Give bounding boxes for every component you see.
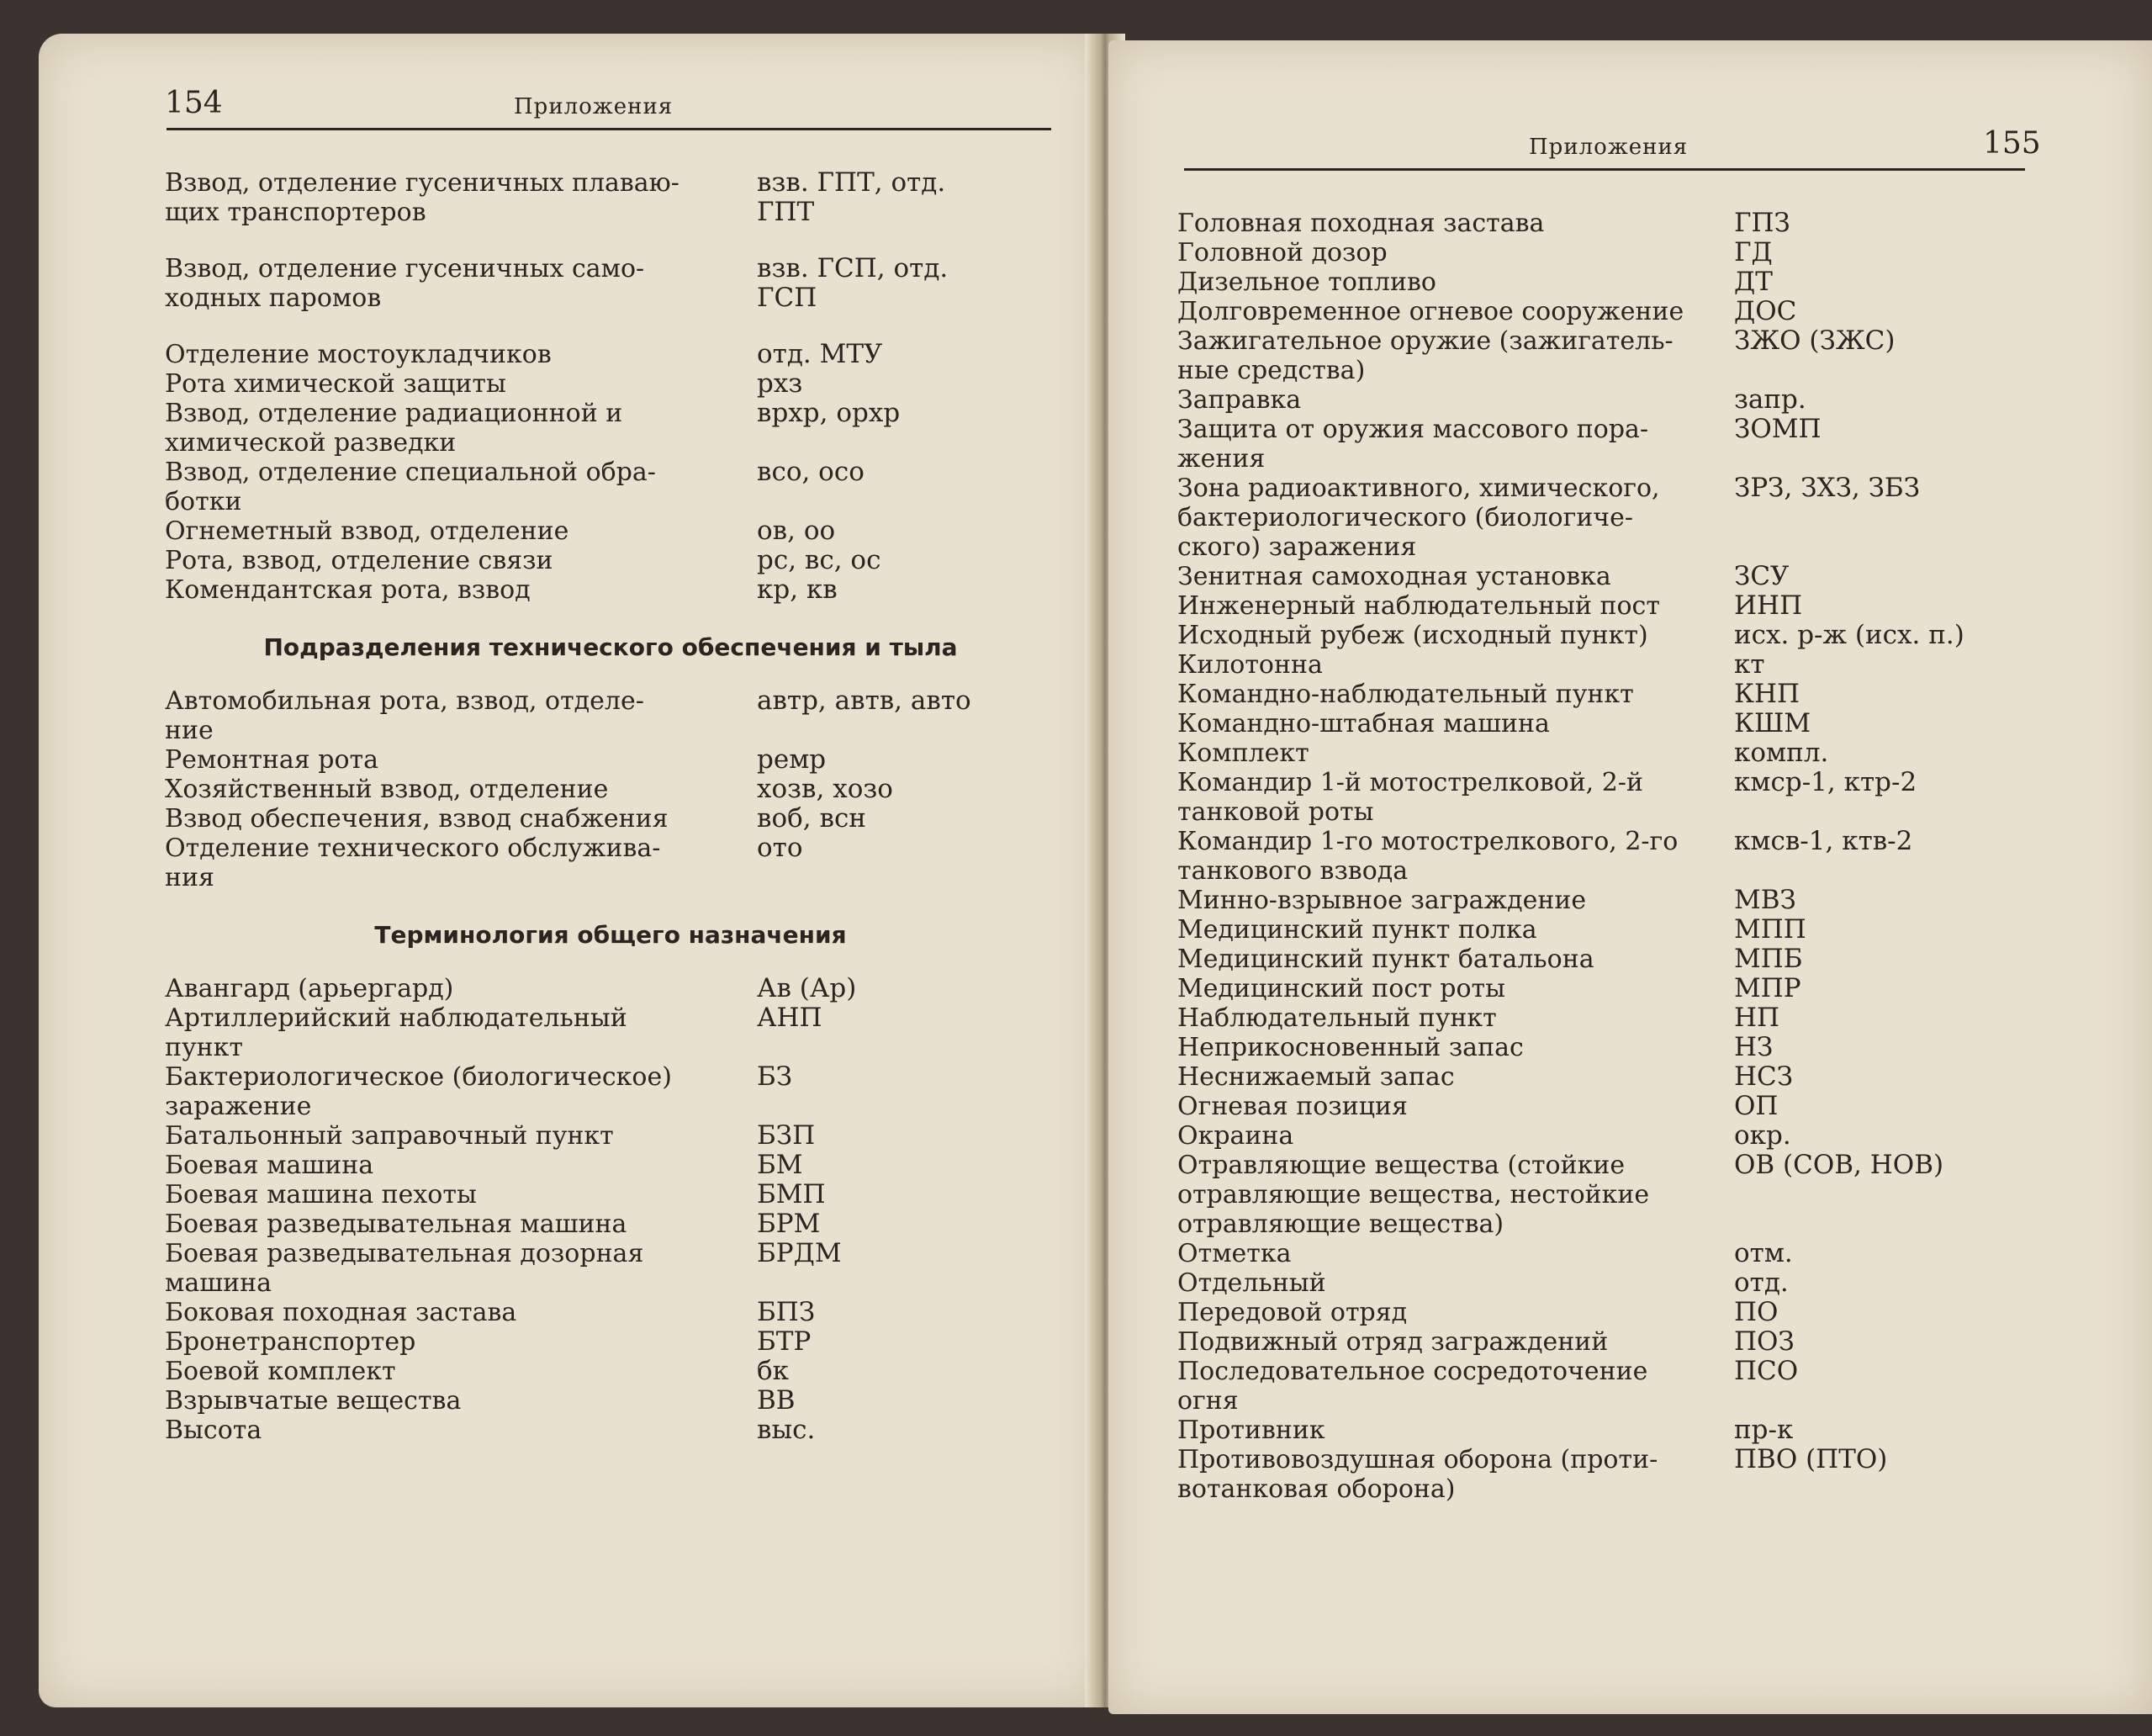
entry-abbreviation: всо, осо — [757, 457, 865, 487]
entry-term: Наблюдательный пункт — [1177, 1003, 1497, 1033]
entry-abbreviation: ПОЗ — [1734, 1326, 1795, 1357]
list-item — [1177, 886, 2060, 915]
entry-abbreviation: пр-к — [1734, 1415, 1794, 1445]
list-item — [1177, 238, 2060, 267]
page-number: 155 — [1983, 126, 2041, 161]
entry-term: Боевая разведывательная машина — [165, 1209, 627, 1239]
list-item — [165, 1151, 1056, 1180]
list-item — [1177, 267, 2060, 297]
entry-abbreviation: МПБ — [1734, 944, 1803, 974]
entry-term: Боевая машина — [165, 1151, 374, 1180]
list-item — [165, 399, 1056, 458]
entry-term: Рота химической защиты — [165, 369, 506, 399]
entry-term: Неснижаемый запас — [1177, 1062, 1455, 1092]
entry-term: Батальонный заправочный пункт — [165, 1121, 614, 1151]
list-item — [165, 1298, 1056, 1327]
list-item — [1177, 915, 2060, 945]
left-entries — [165, 168, 1056, 1445]
list-item — [165, 1003, 1056, 1062]
entry-abbreviation: ПО — [1734, 1297, 1779, 1327]
list-item — [165, 1062, 1056, 1121]
entry-abbreviation: БМ — [757, 1150, 803, 1180]
entry-term: Инженерный наблюдательный пост — [1177, 591, 1660, 621]
entry-abbreviation: ЗРЗ, ЗХЗ, ЗБЗ — [1734, 473, 1921, 503]
entry-term: Хозяйственный взвод, отделение — [165, 775, 609, 804]
entry-term: Ремонтная рота — [165, 745, 379, 775]
entry-abbreviation: МПП — [1734, 914, 1806, 945]
entry-abbreviation: взв. ГСП, отд. ГСП — [757, 253, 949, 313]
entry-abbreviation: ПСО — [1734, 1356, 1799, 1386]
list-item — [165, 775, 1056, 804]
entry-term: Противовоздушная оборона (проти- вотанковая оборона) — [1177, 1445, 1658, 1504]
list-item — [165, 458, 1056, 516]
entry-term: Головной дозор — [1177, 238, 1388, 267]
entry-abbreviation: окр. — [1734, 1120, 1791, 1151]
entry-term: Боевая разведывательная дозорная машина — [165, 1239, 644, 1298]
list-item — [1177, 1151, 2060, 1239]
entry-term: Исходный рубеж (исходный пункт) — [1177, 621, 1648, 650]
entry-term: Автомобильная рота, взвод, отделе- ние — [165, 686, 644, 745]
entry-abbreviation: ИНП — [1734, 590, 1803, 621]
entry-term: Командно-наблюдательный пункт — [1177, 680, 1634, 709]
list-item — [165, 340, 1056, 369]
entry-abbreviation: запр. — [1734, 384, 1806, 415]
list-item — [1177, 326, 2060, 385]
list-item — [1177, 709, 2060, 738]
list-item — [165, 1386, 1056, 1416]
entry-term: Командир 1-й мотострелковой, 2-й танковой роты — [1177, 768, 1643, 827]
list-item — [1177, 1003, 2060, 1033]
entry-abbreviation: ГД — [1734, 237, 1773, 267]
entry-abbreviation: врхр, орхр — [757, 398, 901, 428]
running-head: Приложения — [1529, 135, 1689, 160]
entry-abbreviation: кмср-1, ктр-2 — [1734, 767, 1917, 797]
list-item — [165, 1416, 1056, 1445]
entry-abbreviation: НСЗ — [1734, 1061, 1794, 1092]
entry-abbreviation: воб, всн — [757, 803, 866, 834]
list-item — [1177, 474, 2060, 562]
entry-abbreviation: исх. р-ж (исх. п.) — [1734, 620, 1964, 650]
entry-abbreviation: Ав (Ар) — [757, 973, 857, 1003]
entry-abbreviation: ОП — [1734, 1091, 1779, 1121]
list-item — [1177, 1239, 2060, 1268]
page-number: 154 — [165, 86, 223, 120]
entry-term: Командно-штабная машина — [1177, 709, 1550, 738]
entry-abbreviation: НП — [1734, 1003, 1780, 1033]
entry-abbreviation: рс, вс, ос — [757, 545, 881, 575]
list-item — [165, 369, 1056, 399]
entry-abbreviation: выс. — [757, 1415, 816, 1445]
entry-abbreviation: БЗ — [757, 1061, 793, 1092]
entry-term: Огневая позиция — [1177, 1092, 1408, 1121]
list-item — [1177, 945, 2060, 974]
entry-term: Отдельный — [1177, 1268, 1326, 1298]
entry-abbreviation: БМП — [757, 1179, 826, 1209]
entry-term: Комендантская рота, взвод — [165, 575, 531, 605]
entry-term: Боевая машина пехоты — [165, 1180, 477, 1209]
entry-term: Авангард (арьергард) — [165, 974, 454, 1003]
entry-abbreviation: кмсв-1, ктв-2 — [1734, 826, 1913, 856]
entry-abbreviation: автр, автв, авто — [757, 685, 971, 716]
entry-term: Рота, взвод, отделение связи — [165, 546, 553, 575]
list-item — [1177, 562, 2060, 591]
entry-term: Отравляющие вещества (стойкие отравляющие вещества, нестойкие отравляющие вещества) — [1177, 1151, 1650, 1239]
list-item — [1177, 1268, 2060, 1298]
list-item — [165, 516, 1056, 546]
list-item — [1177, 591, 2060, 621]
list-item — [165, 575, 1056, 605]
list-item — [1177, 1298, 2060, 1327]
entry-abbreviation: КШМ — [1734, 708, 1811, 738]
entry-term: Медицинский пост роты — [1177, 974, 1506, 1003]
list-item — [1177, 650, 2060, 680]
entry-term: Бактериологическое (биологическое) заражение — [165, 1062, 672, 1121]
entry-term: Дизельное топливо — [1177, 267, 1436, 297]
list-item — [165, 745, 1056, 775]
entry-term: Последовательное сосредоточение огня — [1177, 1357, 1648, 1416]
list-item — [1177, 738, 2060, 768]
entry-abbreviation: БЗП — [757, 1120, 816, 1151]
header-rule — [167, 128, 1051, 130]
entry-abbreviation: ОВ (СОВ, НОВ) — [1734, 1150, 1944, 1180]
list-item — [165, 546, 1056, 575]
list-item — [1177, 1033, 2060, 1062]
entry-abbreviation: БРДМ — [757, 1238, 842, 1268]
entry-term: Заправка — [1177, 385, 1302, 415]
entry-term: Взвод, отделение гусеничных плаваю- щих транспортеров — [165, 168, 679, 227]
entry-abbreviation: БТР — [757, 1326, 812, 1357]
entry-abbreviation: взв. ГПТ, отд. ГПТ — [757, 167, 946, 227]
entry-term: Огнеметный взвод, отделение — [165, 516, 569, 546]
entry-abbreviation: МВЗ — [1734, 885, 1796, 915]
list-item — [1177, 415, 2060, 474]
list-item — [1177, 1327, 2060, 1357]
entry-term: Отделение мостоукладчиков — [165, 340, 552, 369]
entry-term: Отметка — [1177, 1239, 1292, 1268]
entry-term: Взвод, отделение радиационной и химической разведки — [165, 399, 623, 458]
entry-abbreviation: кр, кв — [757, 574, 838, 605]
entry-abbreviation: ЗОМП — [1734, 414, 1822, 444]
entry-abbreviation: рхз — [757, 368, 803, 399]
list-item — [165, 1239, 1056, 1298]
list-item — [1177, 621, 2060, 650]
entry-abbreviation: ДТ — [1734, 267, 1773, 297]
section-heading: Терминология общего назначения — [374, 921, 847, 949]
list-item — [1177, 680, 2060, 709]
entry-term: Командир 1-го мотострелкового, 2-го танкового взвода — [1177, 827, 1679, 886]
entry-term: Подвижный отряд заграждений — [1177, 1327, 1609, 1357]
entry-abbreviation: ов, оо — [757, 516, 836, 546]
list-item — [165, 686, 1056, 745]
entry-term: Медицинский пункт полка — [1177, 915, 1537, 945]
entry-abbreviation: компл. — [1734, 738, 1829, 768]
entry-term: Взрывчатые вещества — [165, 1386, 462, 1416]
list-item — [1177, 827, 2060, 886]
list-item — [165, 1327, 1056, 1357]
list-item — [1177, 385, 2060, 415]
entry-term: Зона радиоактивного, химического, бактериологического (биологиче- ского) заражения — [1177, 474, 1660, 562]
entry-term: Минно-взрывное заграждение — [1177, 886, 1587, 915]
header-rule — [1184, 168, 2025, 171]
entry-abbreviation: МПР — [1734, 973, 1801, 1003]
entry-term: Артиллерийский наблюдательный пункт — [165, 1003, 627, 1062]
entry-abbreviation: БПЗ — [757, 1297, 816, 1327]
entry-abbreviation: отм. — [1734, 1238, 1793, 1268]
entry-term: Взвод, отделение специальной обра- ботки — [165, 458, 656, 516]
entry-term: Зенитная самоходная установка — [1177, 562, 1611, 591]
entry-abbreviation: хозв, хозо — [757, 774, 893, 804]
list-item — [165, 1121, 1056, 1151]
entry-abbreviation: отд. МТУ — [757, 339, 883, 369]
list-item — [1177, 209, 2060, 238]
entry-abbreviation: ГПЗ — [1734, 208, 1790, 238]
entry-abbreviation: АНП — [757, 1003, 822, 1033]
entry-term: Килотонна — [1177, 650, 1323, 680]
entry-term: Медицинский пункт батальона — [1177, 945, 1594, 974]
entry-term: Противник — [1177, 1416, 1325, 1445]
entry-term: Передовой отряд — [1177, 1298, 1408, 1327]
entry-abbreviation: ПВО (ПТО) — [1734, 1444, 1888, 1474]
list-item — [1177, 1445, 2060, 1504]
entry-abbreviation: ото — [757, 833, 803, 863]
list-item — [1177, 974, 2060, 1003]
list-item — [1177, 768, 2060, 827]
right-page — [1108, 40, 2152, 1714]
entry-term: Боевой комплект — [165, 1357, 396, 1386]
list-item — [165, 1209, 1056, 1239]
running-head: Приложения — [514, 94, 674, 119]
right-entries — [1177, 209, 2060, 1504]
entry-term: Отделение технического обслужива- ния — [165, 834, 661, 892]
list-item — [1177, 1092, 2060, 1121]
list-item — [1177, 1416, 2060, 1445]
entry-term: Неприкосновенный запас — [1177, 1033, 1524, 1062]
entry-abbreviation: отд. — [1734, 1268, 1789, 1298]
entry-abbreviation: КНП — [1734, 679, 1800, 709]
list-item — [165, 834, 1056, 892]
entry-abbreviation: ВВ — [757, 1385, 796, 1416]
list-item — [1177, 1062, 2060, 1092]
entry-term: Защита от оружия массового пора- жения — [1177, 415, 1649, 474]
entry-abbreviation: ДОС — [1734, 296, 1797, 326]
entry-term: Долговременное огневое сооружение — [1177, 297, 1684, 326]
entry-term: Боковая походная застава — [165, 1298, 517, 1327]
entry-term: Высота — [165, 1416, 262, 1445]
list-item — [165, 974, 1056, 1003]
entry-term: Взвод, отделение гусеничных само- ходных паромов — [165, 254, 645, 313]
list-item — [165, 804, 1056, 834]
left-page — [39, 34, 1100, 1707]
list-item — [1177, 1121, 2060, 1151]
list-item — [165, 168, 1056, 227]
entry-abbreviation: бк — [757, 1356, 790, 1386]
entry-term: Бронетранспортер — [165, 1327, 416, 1357]
entry-term: Окраина — [1177, 1121, 1294, 1151]
entry-term: Взвод обеспечения, взвод снабжения — [165, 804, 669, 834]
entry-term: Зажигательное оружие (зажигатель- ные средства) — [1177, 326, 1673, 385]
entry-term: Комплект — [1177, 738, 1309, 768]
entry-abbreviation: БРМ — [757, 1209, 821, 1239]
entry-abbreviation: ЗСУ — [1734, 561, 1790, 591]
list-item — [1177, 1357, 2060, 1416]
list-item — [165, 1357, 1056, 1386]
list-item — [165, 254, 1056, 313]
entry-abbreviation: ЗЖО (ЗЖС) — [1734, 326, 1896, 356]
section-heading: Подразделения технического обеспечения и тыла — [263, 633, 958, 661]
entry-abbreviation: ремр — [757, 744, 827, 775]
entry-term: Головная походная застава — [1177, 209, 1545, 238]
entry-abbreviation: НЗ — [1734, 1032, 1774, 1062]
list-item — [1177, 297, 2060, 326]
entry-abbreviation: кт — [1734, 649, 1765, 680]
list-item — [165, 1180, 1056, 1209]
